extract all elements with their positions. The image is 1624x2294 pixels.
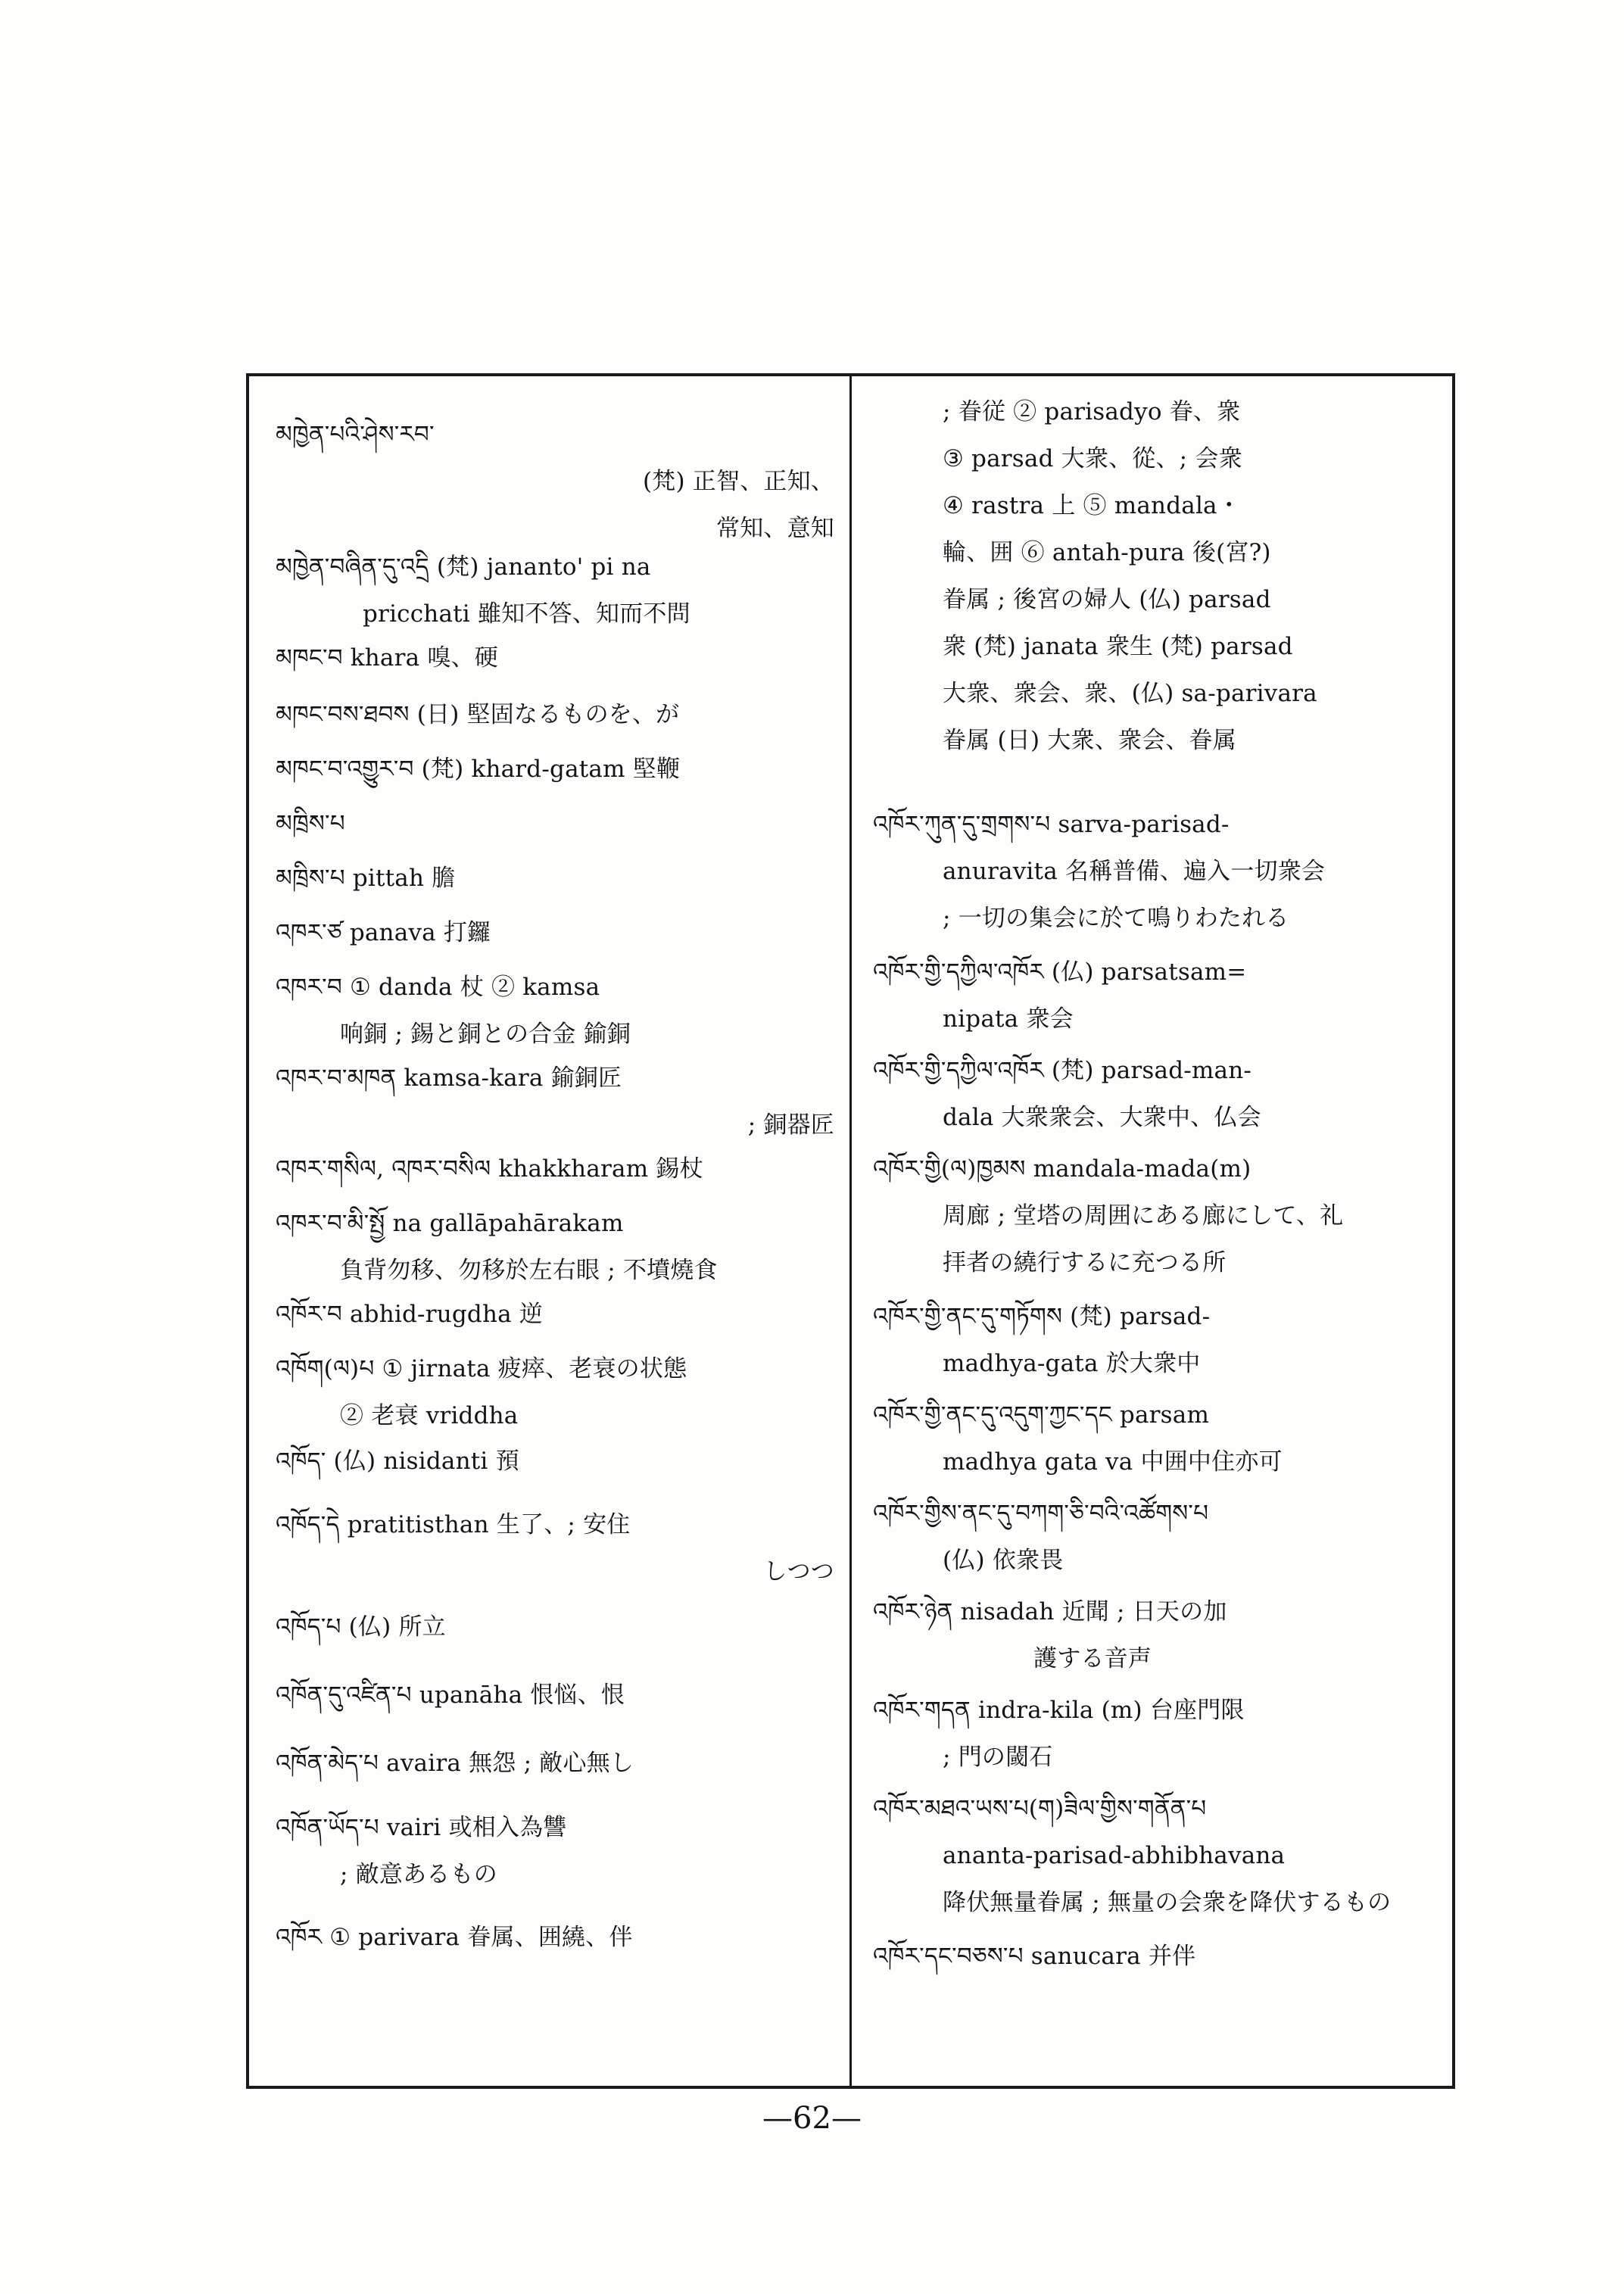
entry-line: འཁོན་ཡོད་པ vairi 或相入為讐 xyxy=(276,1814,567,1841)
dictionary-entry xyxy=(249,746,849,793)
entry-line: anuravita 名稱普備、遍入一切衆会 xyxy=(943,858,1326,885)
entry-line: dala 大衆衆会、大衆中、仏会 xyxy=(943,1104,1261,1131)
dictionary-entry xyxy=(249,1145,849,1192)
dictionary-entry xyxy=(249,691,849,738)
right-column xyxy=(852,373,1452,2089)
dictionary-entry xyxy=(249,634,849,681)
entry-line: ② 老衰 vriddha xyxy=(340,1402,519,1429)
entry-line: མཁྱེན་བཞིན་དུ་འདྲི (梵) jananto' pi na xyxy=(276,553,651,581)
entry-line: མཁང་བས་ཐབས (日) 堅固なるものを、が xyxy=(276,701,680,728)
entry-line: འཁོར་མཐའ་ཡས་པ(ག)ཟིལ་གྱིས་གནོན་པ xyxy=(873,1795,1207,1822)
entry-line: འཁོར ① parivara 眷属、囲繞、伴 xyxy=(276,1924,633,1951)
left-column xyxy=(249,373,849,2089)
dictionary-entry xyxy=(249,1055,849,1149)
entry-line: འཁོད་ (仏) nisidanti 預 xyxy=(276,1448,519,1475)
dictionary-entry xyxy=(852,388,1452,764)
dictionary-entry xyxy=(249,909,849,956)
entry-line: འཁར་ཙ panava 打鑼 xyxy=(276,919,491,946)
entry-line: しつつ xyxy=(763,1558,834,1585)
entry-line: madhya gata va 中囲中住亦可 xyxy=(943,1448,1283,1476)
entry-line: འཁོར་དང་བཅས་པ sanucara 并伴 xyxy=(873,1943,1196,1970)
entry-line: 輪、囲 ⑥ antah-pura 後(宮?) xyxy=(943,539,1271,566)
dictionary-entry xyxy=(852,1490,1452,1584)
entry-line: ④ rastra 上 ⑤ mandala・ xyxy=(943,492,1241,519)
entry-line: འཁོད་དེ pratitisthan 生了、; 安住 xyxy=(276,1511,631,1538)
dictionary-entry xyxy=(249,1345,849,1439)
entry-line: འཁོར་གྱི(ལ)ཁྱམས mandala-mada(m) xyxy=(873,1155,1252,1183)
dictionary-entry xyxy=(249,1914,849,1961)
entry-line: འཁོར་གྱི་ནང་དུ་གཏོགས (梵) parsad- xyxy=(873,1303,1211,1330)
page-number: —62— xyxy=(762,2101,862,2136)
entry-line: མཁྱེན་པའི་ཤེས་རབ་ xyxy=(276,421,435,448)
entry-line: ; 眷従 ② parisadyo 眷、衆 xyxy=(943,398,1241,425)
dictionary-entry xyxy=(249,1804,849,1898)
entry-line: འཁར་བ་མཁན kamsa-kara 鍮銅匠 xyxy=(276,1064,622,1092)
entry-line: ; 門の閾石 xyxy=(943,1744,1053,1771)
dictionary-entry xyxy=(249,855,849,902)
entry-line: མཁང་བ་འགྱུར་བ (梵) khard-gatam 堅鞭 xyxy=(276,756,681,783)
entry-line: 常知、意知 xyxy=(716,515,834,542)
entry-line: འཁོར་བ abhid-rugdha 逆 xyxy=(276,1301,544,1328)
entry-line: 大衆、衆会、衆、(仏) sa-parivara xyxy=(943,680,1317,707)
entry-line: འཁོད་པ (仏) 所立 xyxy=(276,1613,446,1641)
entry-line: 眷属 ; 後宮の婦人 (仏) parsad xyxy=(943,586,1271,613)
dictionary-entry xyxy=(249,1200,849,1294)
entry-line: 拝者の繞行するに充つる所 xyxy=(943,1249,1227,1276)
entry-line: (梵) 正智、正知、 xyxy=(642,468,834,495)
entry-line: 負背勿移、勿移於左右眼 ; 不墳燒食 xyxy=(340,1257,718,1284)
dictionary-entry xyxy=(249,1438,849,1485)
entry-line: འཁོར་ཀུན་དུ་གྲགས་པ sarva-parisad- xyxy=(873,811,1230,838)
entry-line: 响銅 ; 錫と銅との合金 鍮銅 xyxy=(340,1021,631,1048)
dictionary-entry xyxy=(852,801,1452,942)
dictionary-entry xyxy=(249,800,849,847)
dictionary-entry xyxy=(249,544,849,637)
entry-line: འཁོར་ཉེན nisadah 近聞 ; 日天の加 xyxy=(873,1598,1227,1625)
dictionary-entry xyxy=(852,1392,1452,1485)
entry-line: nipata 衆会 xyxy=(943,1005,1074,1033)
entry-line: 衆 (梵) janata 衆生 (梵) parsad xyxy=(943,633,1293,660)
dictionary-entry xyxy=(852,949,1452,1043)
entry-line: 降伏無量眷属 ; 無量の会衆を降伏するもの xyxy=(943,1889,1392,1916)
entry-line: མཁྲིས་པ pittah 膽 xyxy=(276,865,456,892)
entry-line: ananta-parisad-abhibhavana xyxy=(943,1842,1286,1869)
dictionary-entry xyxy=(249,1740,849,1787)
entry-line: འཁོར་གདན indra-kila (m) 台座門限 xyxy=(873,1697,1245,1724)
entry-line: འཁོར་གྱིས་ནང་དུ་བཀག་ཅི་བའི་འཚོགས་པ xyxy=(873,1500,1209,1527)
dictionary-entry xyxy=(249,1604,849,1650)
dictionary-entry xyxy=(852,1933,1452,1980)
dictionary-entry xyxy=(852,1687,1452,1781)
entry-line: ③ parsad 大衆、從、; 会衆 xyxy=(943,445,1242,472)
entry-line: མཁྲིས་པ xyxy=(276,810,345,837)
entry-line: 周廊 ; 堂塔の周囲にある廊にして、礼 xyxy=(943,1202,1344,1230)
entry-line: འཁར་བ་མི་སྤྱོ na gallāpahārakam xyxy=(276,1210,624,1237)
entry-line: madhya-gata 於大衆中 xyxy=(943,1350,1201,1377)
entry-line: འཁར་བ ① danda 杖 ② kamsa xyxy=(276,974,600,1001)
entry-line: 眷属 (日) 大衆、衆会、眷属 xyxy=(943,727,1236,754)
entry-line: འཁོན་དུ་འཛིན་པ upanāha 恨悩、恨 xyxy=(276,1682,625,1709)
dictionary-entry xyxy=(852,1047,1452,1141)
entry-line: (仏) 依衆畏 xyxy=(943,1547,1064,1574)
dictionary-entry xyxy=(249,964,849,1058)
entry-line: འཁར་གསིལ, འཁར་བསིལ khakkharam 錫杖 xyxy=(276,1155,703,1183)
entry-line: ; 一切の集会に於て鳴りわたれる xyxy=(943,905,1289,932)
dictionary-entry xyxy=(852,1145,1452,1286)
dictionary-entry xyxy=(852,1588,1452,1682)
dictionary-entry xyxy=(249,1501,849,1595)
entry-line: ; 銅器匠 xyxy=(747,1111,834,1139)
entry-line: འཁོག(ལ)པ ① jirnata 疲瘁、老衰の状態 xyxy=(276,1355,687,1382)
dictionary-entry xyxy=(249,1291,849,1338)
entry-line: ; 敵意あるもの xyxy=(340,1861,497,1888)
entry-line: འཁོར་གྱི་དཀྱིལ་འཁོར (仏) parsatsam= xyxy=(873,958,1247,986)
dictionary-entry xyxy=(852,1293,1452,1387)
entry-line: འཁོར་གྱི་ནང་དུ་འདུག་ཀྱང་དང parsam xyxy=(873,1401,1210,1429)
entry-line: 護する音声 xyxy=(1033,1645,1152,1672)
entry-line: མཁང་བ khara 嗅、硬 xyxy=(276,644,498,672)
dictionary-entry xyxy=(249,411,849,552)
dictionary-entry xyxy=(852,1785,1452,1926)
entry-line: འཁོན་མེད་པ avaira 無怨 ; 敵心無し xyxy=(276,1750,634,1777)
dictionary-entry xyxy=(249,1672,849,1719)
entry-line: འཁོར་གྱི་དཀྱིལ་འཁོར (梵) parsad-man- xyxy=(873,1057,1252,1084)
entry-line: pricchati 雖知不答、知而不問 xyxy=(363,600,690,628)
